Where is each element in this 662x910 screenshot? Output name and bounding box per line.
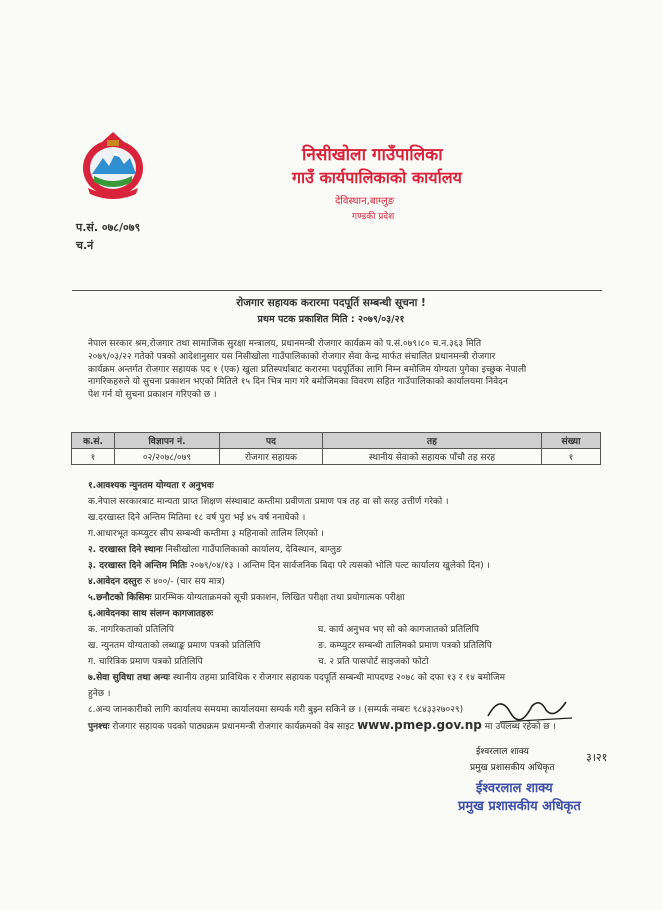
divider xyxy=(72,290,602,291)
chalani-number: च.नं xyxy=(76,239,94,252)
table-cell: ०२/२०७८/०७९ xyxy=(115,449,220,465)
section-text: प्रारम्भिक योग्यताक्रमको सूची प्रकाशन, लिखित परीक्षा तथा प्रयोगात्मक परीक्षा xyxy=(151,593,405,603)
section-label: ३. दरखास्त दिने अन्तिम मितिः xyxy=(88,561,188,571)
office-province: गण्डकी प्रदेश xyxy=(352,212,395,222)
signature-date: ३।२१ xyxy=(586,751,608,764)
notice-intro xyxy=(88,338,602,402)
section-label: २. दरखास्त दिने स्थानः xyxy=(88,545,163,555)
section-label: ४.आवेदन दस्तुरः xyxy=(88,577,143,587)
intro-line: २०७९/०३/२२ गतेको पत्रको आदेशानुसार यस निसीखोला गाउँपालिकाको रोजगार सेवा केन्द्र मार्फत संचालित प्रधानमन्त्री रोजगार xyxy=(88,351,496,362)
table-cell: १ xyxy=(542,449,601,465)
table-cell: स्थानीय सेवाको सहायक पाँचौ तह सरह xyxy=(323,449,542,465)
col-header: क.सं. xyxy=(72,433,115,449)
section-label: पुनश्चः xyxy=(88,722,110,732)
signature-icon xyxy=(480,688,580,728)
document-item: घ. कार्य अनुभव भए सो को कागजातको प्रतिलिपि xyxy=(318,625,479,635)
section-text: रोजगार सहायक पदको पाठ्यक्रम प्रधानमन्त्री रोजगार कार्यक्रमको वेब साइट xyxy=(109,722,358,732)
section-8: ८.अन्य जानकारीको लागि कार्यालय समयमा कार्यालयमा सम्पर्क गरी बुझ्न सकिने छ । (सम्पर्क नम्बरः ९८४३३२७०२९) xyxy=(88,705,464,715)
section-text: मा उपलब्ध रहेको छ । xyxy=(481,722,556,732)
qualification-item: ग.आधारभूत कम्प्युटर सीप सम्बन्धी कम्तीमा ३ महिनाको तालिम लिएको । xyxy=(88,529,324,539)
notice-subtitle: प्रथम पटक प्रकाशित मिति : २०७९/०३/२१ xyxy=(257,314,405,325)
section-text: स्थानीय तहमा प्राविधिक र रोजगार सहायक पदपूर्ति सम्बन्धी मापदण्ड २०७८ को दफा १३ र १४ बमोजिम xyxy=(169,673,505,683)
patra-sankhya: प.सं. ०७८/०७९ xyxy=(76,221,141,234)
table-row xyxy=(72,449,601,465)
vacancy-table xyxy=(71,432,601,465)
section-7-continued: हुनेछ । xyxy=(88,689,111,699)
document-item: क. नागरिकताको प्रतिलिपि xyxy=(88,625,174,635)
nepal-emblem-icon xyxy=(78,128,148,200)
intro-line: नेपाल सरकार श्रम,रोजगार तथा सामाजिक सुरक्षा मन्त्रालय, प्रधानमन्त्री रोजगार कार्यक्रम को प.सं.०७९।८० च.न.३६३ मिति xyxy=(88,339,482,349)
col-header: पद xyxy=(220,433,323,449)
section-3 xyxy=(88,558,490,571)
table-cell: रोजगार सहायक xyxy=(220,449,323,465)
section-text: निसीखोला गाउँपालिकाको कार्यालय, देविस्थान, बाग्लुङ xyxy=(162,545,342,555)
office-name: निसीखोला गाउँपालिका xyxy=(302,145,443,165)
section-5 xyxy=(88,590,405,603)
office-subtitle: गाउँ कार्यपालिकाको कार्यालय xyxy=(292,168,462,187)
stamp-post: प्रमुख प्रशासकीय अधिकृत xyxy=(458,799,581,814)
document-item: ङ. कम्प्युटर सम्बन्धी तालिमको प्रमाण पत्रको प्रतिलिपि xyxy=(318,641,492,651)
col-header: विज्ञापन नं. xyxy=(115,433,220,449)
section-2 xyxy=(88,542,342,555)
section-7 xyxy=(88,670,505,683)
table-cell: १ xyxy=(72,449,115,465)
col-header: तह xyxy=(323,433,542,449)
section-4 xyxy=(88,574,225,587)
signatory-post: प्रमुख प्रशासकीय अधिकृत xyxy=(470,763,555,773)
col-header: संख्या xyxy=(542,433,601,449)
section-text: २०७९/०४/१३ । अन्तिम दिन सार्वजनिक बिदा परे त्यसको भोलि पल्ट कार्यालय खुलेको दिन) । xyxy=(187,561,490,571)
section-text: रु ४००/- (चार सय मात्र) xyxy=(142,577,225,587)
pmep-url: www.pmep.gov.np xyxy=(357,718,482,732)
document-item: च. २ प्रति पासपोर्ट साइजको फोटो xyxy=(318,657,429,667)
qualification-item: ख.दरखास्त दिने अन्तिम मितिमा १८ वर्ष पुरा भई ४५ वर्ष ननाघेको । xyxy=(88,513,306,523)
intro-line: नागरिकहरुले यो सुचना प्रकाशन भएको मितिले १५ दिन भित्र माग गरे बमोजिमका विवरण सहित गाउँपालिकाको कार्यालयमा निवेदन xyxy=(88,377,508,388)
office-address: देविस्थान,बाग्लुङ xyxy=(335,196,395,207)
section-label: ५.छनौटको किसिमः xyxy=(88,593,152,603)
section-6-title: ६.आवेदनका साथ संलग्न कागजातहरुः xyxy=(88,609,214,619)
table-header-row xyxy=(72,433,601,449)
signatory-name: ईश्वरलाल शाक्य xyxy=(476,747,529,757)
intro-line: पेश गर्न यो सुचना प्रकाशन गरिएको छ । xyxy=(88,390,217,401)
notice-title: रोजगार सहायक करारमा पदपूर्ति सम्बन्धी सूचना ! xyxy=(236,297,426,309)
intro-line: कार्यक्रम अन्तर्गत रोजगार सहायक पद १ (एक) खुला प्रतिस्पर्धाबाट करारमा पदपूर्तिका लागि निम्न बमोजिम योग्यता पुगेका इच्छुक नेपाली xyxy=(88,364,527,375)
section-label: ७.सेवा सुविधा तथा अन्यः xyxy=(88,673,170,683)
section-1-title: १.आवश्यक न्युनतम योग्यता र अनुभवः xyxy=(88,481,214,491)
qualification-item: क.नेपाल सरकारबाट मान्यता प्राप्त शिक्षण संस्थाबाट कम्तीमा प्रवीणता प्रमाण पत्र तह वा सो सरह उत्तीर्ण गरेको । xyxy=(88,497,449,507)
document-item: ग. चारित्रिक प्रमाण पत्रको प्रतिलिपि xyxy=(88,657,203,667)
document-item: ख. न्युनतम योग्यताको लब्धाङ्क प्रमाण पत्रको प्रतिलिपि xyxy=(88,641,261,651)
stamp-name: ईश्वरलाल शाक्य xyxy=(476,781,553,796)
